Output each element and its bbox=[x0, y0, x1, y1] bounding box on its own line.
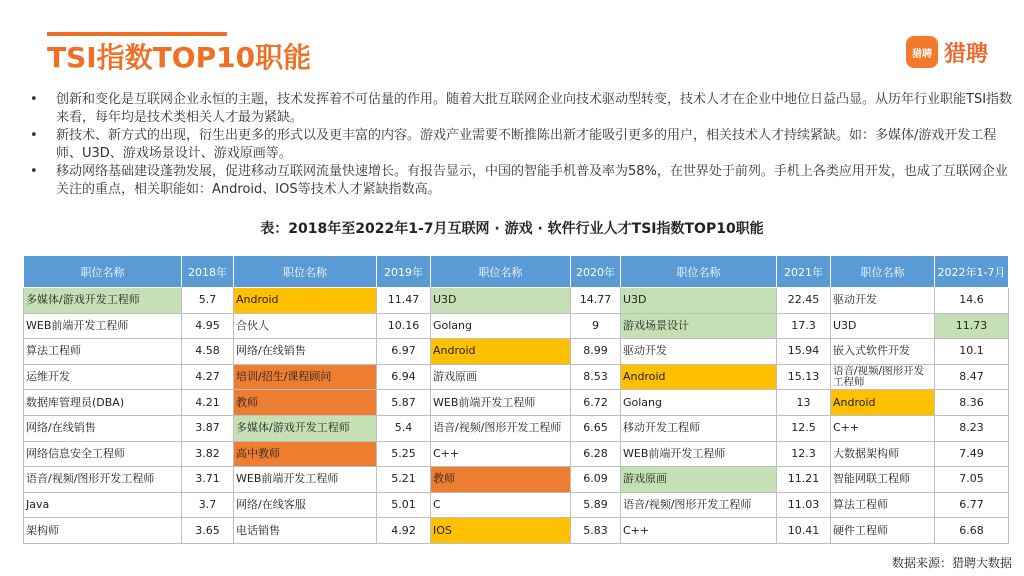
job-title-cell: 语音/视频/图形开发工程师 bbox=[24, 467, 182, 493]
tsi-value-cell: 5.4 bbox=[377, 415, 431, 441]
column-header: 2020年 bbox=[571, 256, 621, 288]
tsi-value-cell: 4.27 bbox=[182, 364, 234, 390]
job-title-cell: 语音/视频/图形开发工程师 bbox=[831, 364, 935, 390]
job-title-cell: Golang bbox=[431, 313, 571, 339]
brand-logo bbox=[906, 36, 988, 68]
column-header: 2022年1-7月 bbox=[935, 256, 1009, 288]
job-title-cell: 硬件工程师 bbox=[831, 518, 935, 544]
job-title-cell: 合伙人 bbox=[234, 313, 377, 339]
job-title-cell: U3D bbox=[621, 288, 777, 314]
tsi-value-cell: 14.6 bbox=[935, 288, 1009, 314]
job-title-cell: 智能网联工程师 bbox=[831, 467, 935, 493]
table-row bbox=[24, 415, 1009, 441]
job-title-cell: 嵌入式软件开发 bbox=[831, 339, 935, 365]
tsi-value-cell: 4.58 bbox=[182, 339, 234, 365]
job-title-cell: 游戏原画 bbox=[431, 364, 571, 390]
tsi-value-cell: 6.77 bbox=[935, 492, 1009, 518]
tsi-value-cell: 14.77 bbox=[571, 288, 621, 314]
table-row bbox=[24, 441, 1009, 467]
tsi-value-cell: 11.47 bbox=[377, 288, 431, 314]
job-title-cell: 高中教师 bbox=[234, 441, 377, 467]
job-title-cell: U3D bbox=[831, 313, 935, 339]
tsi-value-cell: 5.01 bbox=[377, 492, 431, 518]
job-title-cell: 驱动开发 bbox=[621, 339, 777, 365]
tsi-value-cell: 6.65 bbox=[571, 415, 621, 441]
tsi-value-cell: 6.09 bbox=[571, 467, 621, 493]
job-title-cell: Android bbox=[831, 390, 935, 416]
tsi-value-cell: 12.5 bbox=[777, 415, 831, 441]
logo-icon: 猎聘 bbox=[906, 36, 938, 68]
data-source-note: 数据来源：猎聘大数据 bbox=[891, 556, 1012, 570]
table-row bbox=[24, 364, 1009, 390]
tsi-value-cell: 8.99 bbox=[571, 339, 621, 365]
tsi-value-cell: 11.73 bbox=[935, 313, 1009, 339]
tsi-table bbox=[23, 255, 1009, 544]
job-title-cell: Golang bbox=[621, 390, 777, 416]
title-accent-bar bbox=[47, 32, 227, 36]
tsi-value-cell: 7.49 bbox=[935, 441, 1009, 467]
tsi-value-cell: 3.82 bbox=[182, 441, 234, 467]
job-title-cell: 游戏原画 bbox=[621, 467, 777, 493]
job-title-cell: 驱动开发 bbox=[831, 288, 935, 314]
tsi-value-cell: 8.53 bbox=[571, 364, 621, 390]
job-title-cell: 教师 bbox=[431, 467, 571, 493]
table-row bbox=[24, 492, 1009, 518]
tsi-value-cell: 6.72 bbox=[571, 390, 621, 416]
tsi-value-cell: 3.87 bbox=[182, 415, 234, 441]
tsi-value-cell: 4.95 bbox=[182, 313, 234, 339]
tsi-value-cell: 9 bbox=[571, 313, 621, 339]
job-title-cell: Android bbox=[234, 288, 377, 314]
job-title-cell: 网络信息安全工程师 bbox=[24, 441, 182, 467]
job-title-cell: 多媒体/游戏开发工程师 bbox=[234, 415, 377, 441]
tsi-value-cell: 5.89 bbox=[571, 492, 621, 518]
column-header: 2018年 bbox=[182, 256, 234, 288]
job-title-cell: C++ bbox=[431, 441, 571, 467]
job-title-cell: 游戏场景设计 bbox=[621, 313, 777, 339]
job-title-cell: C++ bbox=[621, 518, 777, 544]
job-title-cell: 移动开发工程师 bbox=[621, 415, 777, 441]
job-title-cell: WEB前端开发工程师 bbox=[431, 390, 571, 416]
bullet-item: • 创新和变化是互联网企业永恒的主题，技术发挥着不可估量的作用。随着大批互联网企业向技术驱动型转变，技术人才在企业中地位日益凸显。从历年行业职能TSI指数来看，每年均是技术类相关人才最为紧缺。 bbox=[28, 91, 1013, 127]
table-row bbox=[24, 467, 1009, 493]
tsi-value-cell: 10.41 bbox=[777, 518, 831, 544]
tsi-value-cell: 15.94 bbox=[777, 339, 831, 365]
table-row bbox=[24, 390, 1009, 416]
tsi-value-cell: 12.3 bbox=[777, 441, 831, 467]
job-title-cell: IOS bbox=[431, 518, 571, 544]
tsi-value-cell: 4.92 bbox=[377, 518, 431, 544]
tsi-value-cell: 10.16 bbox=[377, 313, 431, 339]
table-caption: 表：2018年至2022年1-7月互联网 · 游戏 · 软件行业人才TSI指数TOP10职能 bbox=[260, 221, 764, 237]
page-title: TSI指数TOP10职能 bbox=[47, 41, 312, 74]
tsi-value-cell: 7.05 bbox=[935, 467, 1009, 493]
job-title-cell: WEB前端开发工程师 bbox=[24, 313, 182, 339]
tsi-value-cell: 6.97 bbox=[377, 339, 431, 365]
tsi-value-cell: 13 bbox=[777, 390, 831, 416]
tsi-value-cell: 8.36 bbox=[935, 390, 1009, 416]
column-header: 2021年 bbox=[777, 256, 831, 288]
table-row bbox=[24, 288, 1009, 314]
job-title-cell: 培训/招生/课程顾问 bbox=[234, 364, 377, 390]
tsi-value-cell: 5.25 bbox=[377, 441, 431, 467]
job-title-cell: WEB前端开发工程师 bbox=[621, 441, 777, 467]
tsi-value-cell: 10.1 bbox=[935, 339, 1009, 365]
job-title-cell: 算法工程师 bbox=[831, 492, 935, 518]
job-title-cell: 语音/视频/图形开发工程师 bbox=[431, 415, 571, 441]
column-header: 职位名称 bbox=[831, 256, 935, 288]
tsi-value-cell: 5.87 bbox=[377, 390, 431, 416]
tsi-value-cell: 22.45 bbox=[777, 288, 831, 314]
job-title-cell: 网络/在线客服 bbox=[234, 492, 377, 518]
job-title-cell: 多媒体/游戏开发工程师 bbox=[24, 288, 182, 314]
tsi-value-cell: 6.94 bbox=[377, 364, 431, 390]
job-title-cell: Java bbox=[24, 492, 182, 518]
table-row bbox=[24, 339, 1009, 365]
job-title-cell: Android bbox=[621, 364, 777, 390]
tsi-value-cell: 5.7 bbox=[182, 288, 234, 314]
column-header: 职位名称 bbox=[24, 256, 182, 288]
job-title-cell: 网络/在线销售 bbox=[234, 339, 377, 365]
column-header: 职位名称 bbox=[621, 256, 777, 288]
tsi-value-cell: 5.21 bbox=[377, 467, 431, 493]
job-title-cell: Android bbox=[431, 339, 571, 365]
column-header: 2019年 bbox=[377, 256, 431, 288]
job-title-cell: 运维开发 bbox=[24, 364, 182, 390]
job-title-cell: 语音/视频/图形开发工程师 bbox=[621, 492, 777, 518]
job-title-cell: C bbox=[431, 492, 571, 518]
tsi-value-cell: 15.13 bbox=[777, 364, 831, 390]
tsi-value-cell: 3.65 bbox=[182, 518, 234, 544]
job-title-cell: C++ bbox=[831, 415, 935, 441]
tsi-value-cell: 8.23 bbox=[935, 415, 1009, 441]
tsi-value-cell: 8.47 bbox=[935, 364, 1009, 390]
job-title-cell: 架构师 bbox=[24, 518, 182, 544]
column-header: 职位名称 bbox=[234, 256, 377, 288]
job-title-cell: 大数据架构师 bbox=[831, 441, 935, 467]
logo-text: 猎聘 bbox=[943, 41, 988, 67]
tsi-value-cell: 17.3 bbox=[777, 313, 831, 339]
job-title-cell: U3D bbox=[431, 288, 571, 314]
table-row bbox=[24, 518, 1009, 544]
job-title-cell: 电话销售 bbox=[234, 518, 377, 544]
job-title-cell: 网络/在线销售 bbox=[24, 415, 182, 441]
table-header-row bbox=[24, 256, 1009, 288]
column-header: 职位名称 bbox=[431, 256, 571, 288]
table-row bbox=[24, 313, 1009, 339]
tsi-value-cell: 3.7 bbox=[182, 492, 234, 518]
job-title-cell: WEB前端开发工程师 bbox=[234, 467, 377, 493]
bullet-item: • 移动网络基础建设蓬勃发展，促进移动互联网流量快速增长。有报告显示，中国的智能手机普及率为58%，在世界处于前列。手机上各类应用开发，也成了互联网企业关注的重点，相关职能如：Android、IOS等技术人才紧缺指数高。 bbox=[28, 163, 1013, 199]
tsi-value-cell: 5.83 bbox=[571, 518, 621, 544]
tsi-value-cell: 3.71 bbox=[182, 467, 234, 493]
tsi-value-cell: 11.21 bbox=[777, 467, 831, 493]
tsi-value-cell: 6.68 bbox=[935, 518, 1009, 544]
bullet-list bbox=[28, 91, 1013, 199]
job-title-cell: 数据库管理员(DBA) bbox=[24, 390, 182, 416]
tsi-value-cell: 6.28 bbox=[571, 441, 621, 467]
bullet-item: • 新技术、新方式的出现，衍生出更多的形式以及更丰富的内容。游戏产业需要不断推陈出新才能吸引更多的用户，相关技术人才持续紧缺。如：多媒体/游戏开发工程师、U3D、游戏场景设计、游戏原画等。 bbox=[28, 127, 1013, 163]
tsi-value-cell: 4.21 bbox=[182, 390, 234, 416]
job-title-cell: 教师 bbox=[234, 390, 377, 416]
job-title-cell: 算法工程师 bbox=[24, 339, 182, 365]
table-body bbox=[24, 288, 1009, 544]
tsi-value-cell: 11.03 bbox=[777, 492, 831, 518]
